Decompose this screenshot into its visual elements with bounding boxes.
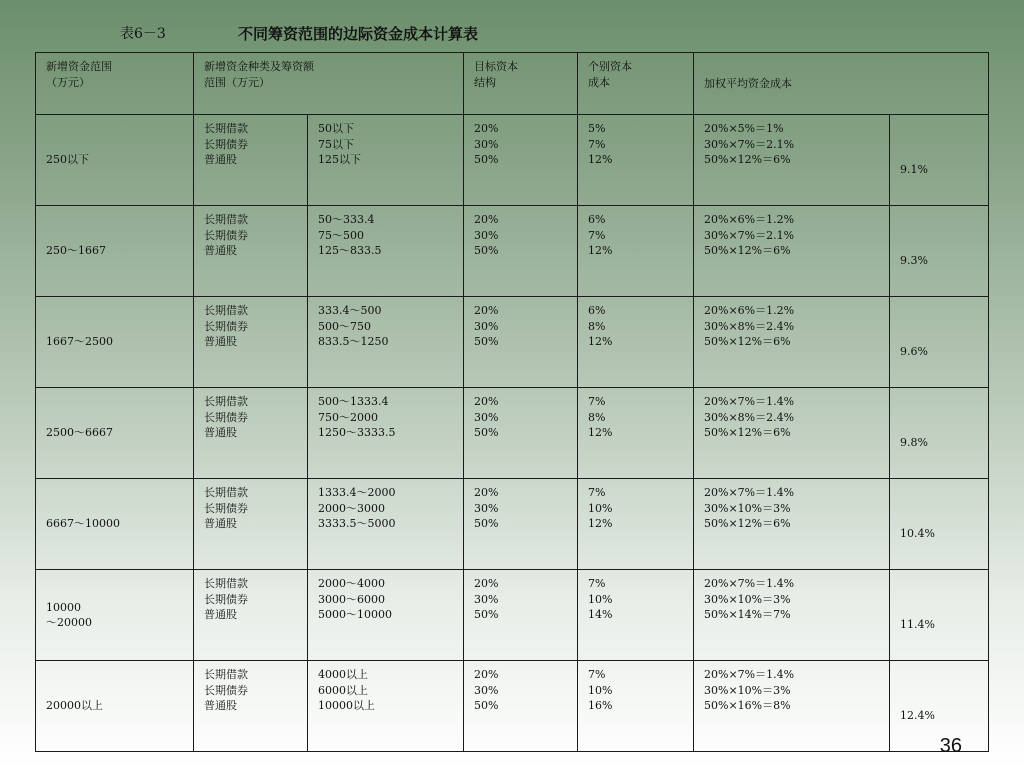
cell-total: 12.4% — [890, 661, 989, 752]
cell-range: 6667～10000 — [36, 479, 194, 570]
cell-types: 长期借款 长期债券 普通股 — [194, 661, 308, 752]
cell-range: 250以下 — [36, 115, 194, 206]
cell-types: 长期借款 长期债券 普通股 — [194, 206, 308, 297]
cell-calc: 20%×7%＝1.4% 30%×10%＝3% 50%×12%＝6% — [694, 479, 890, 570]
cell-costs: 5% 7% 12% — [578, 115, 694, 206]
table-row — [36, 479, 989, 570]
cell-structure: 20% 30% 50% — [464, 206, 578, 297]
cell-amounts: 1333.4～2000 2000～3000 3333.5～5000 — [308, 479, 464, 570]
table-row — [36, 297, 989, 388]
table-row — [36, 115, 989, 206]
table-row — [36, 661, 989, 752]
header-structure: 目标资本 结构 — [464, 53, 578, 115]
cell-structure: 20% 30% 50% — [464, 661, 578, 752]
marginal-cost-table — [35, 52, 989, 752]
cell-costs: 7% 10% 14% — [578, 570, 694, 661]
cell-types: 长期借款 长期债券 普通股 — [194, 570, 308, 661]
header-cost: 个别资本 成本 — [578, 53, 694, 115]
cell-structure: 20% 30% 50% — [464, 297, 578, 388]
cell-calc: 20%×6%＝1.2% 30%×8%＝2.4% 50%×12%＝6% — [694, 297, 890, 388]
cell-total: 9.1% — [890, 115, 989, 206]
cell-total: 10.4% — [890, 479, 989, 570]
cell-total: 11.4% — [890, 570, 989, 661]
cell-total: 9.8% — [890, 388, 989, 479]
cell-amounts: 500～1333.4 750～2000 1250～3333.5 — [308, 388, 464, 479]
header-range: 新增资金范围 （万元） — [36, 53, 194, 115]
header-wavg: 加权平均资金成本 — [694, 53, 989, 115]
cell-costs: 6% 7% 12% — [578, 206, 694, 297]
cell-costs: 6% 8% 12% — [578, 297, 694, 388]
cell-amounts: 4000以上 6000以上 10000以上 — [308, 661, 464, 752]
title-row — [120, 22, 478, 44]
cell-costs: 7% 10% 16% — [578, 661, 694, 752]
table-row — [36, 206, 989, 297]
cell-range: 250～1667 — [36, 206, 194, 297]
cell-amounts: 50以下 75以下 125以下 — [308, 115, 464, 206]
cell-types: 长期借款 长期债券 普通股 — [194, 115, 308, 206]
cell-amounts: 50～333.4 75～500 125～833.5 — [308, 206, 464, 297]
table-title: 不同筹资范围的边际资金成本计算表 — [238, 24, 479, 43]
cell-types: 长期借款 长期债券 普通股 — [194, 479, 308, 570]
cell-calc: 20%×6%＝1.2% 30%×7%＝2.1% 50%×12%＝6% — [694, 206, 890, 297]
cell-range: 2500～6667 — [36, 388, 194, 479]
cell-range: 20000以上 — [36, 661, 194, 752]
header-row — [36, 53, 989, 115]
page-number: 36 — [939, 735, 962, 757]
cell-total: 9.3% — [890, 206, 989, 297]
cell-calc: 20%×5%＝1% 30%×7%＝2.1% 50%×12%＝6% — [694, 115, 890, 206]
cell-total: 9.6% — [890, 297, 989, 388]
cell-calc: 20%×7%＝1.4% 30%×8%＝2.4% 50%×12%＝6% — [694, 388, 890, 479]
cell-calc: 20%×7%＝1.4% 30%×10%＝3% 50%×14%＝7% — [694, 570, 890, 661]
cell-calc: 20%×7%＝1.4% 30%×10%＝3% 50%×16%＝8% — [694, 661, 890, 752]
cell-amounts: 2000～4000 3000～6000 5000～10000 — [308, 570, 464, 661]
header-type: 新增资金种类及筹资额 范围（万元） — [194, 53, 464, 115]
cell-structure: 20% 30% 50% — [464, 479, 578, 570]
table-row — [36, 388, 989, 479]
cell-range: 10000 ～20000 — [36, 570, 194, 661]
cell-costs: 7% 10% 12% — [578, 479, 694, 570]
cell-amounts: 333.4～500 500～750 833.5～1250 — [308, 297, 464, 388]
cell-costs: 7% 8% 12% — [578, 388, 694, 479]
table-row — [36, 570, 989, 661]
cell-structure: 20% 30% 50% — [464, 570, 578, 661]
cell-types: 长期借款 长期债券 普通股 — [194, 297, 308, 388]
cell-structure: 20% 30% 50% — [464, 388, 578, 479]
cell-types: 长期借款 长期债券 普通股 — [194, 388, 308, 479]
cell-range: 1667～2500 — [36, 297, 194, 388]
cell-structure: 20% 30% 50% — [464, 115, 578, 206]
table-number: 表6－3 — [120, 26, 166, 42]
